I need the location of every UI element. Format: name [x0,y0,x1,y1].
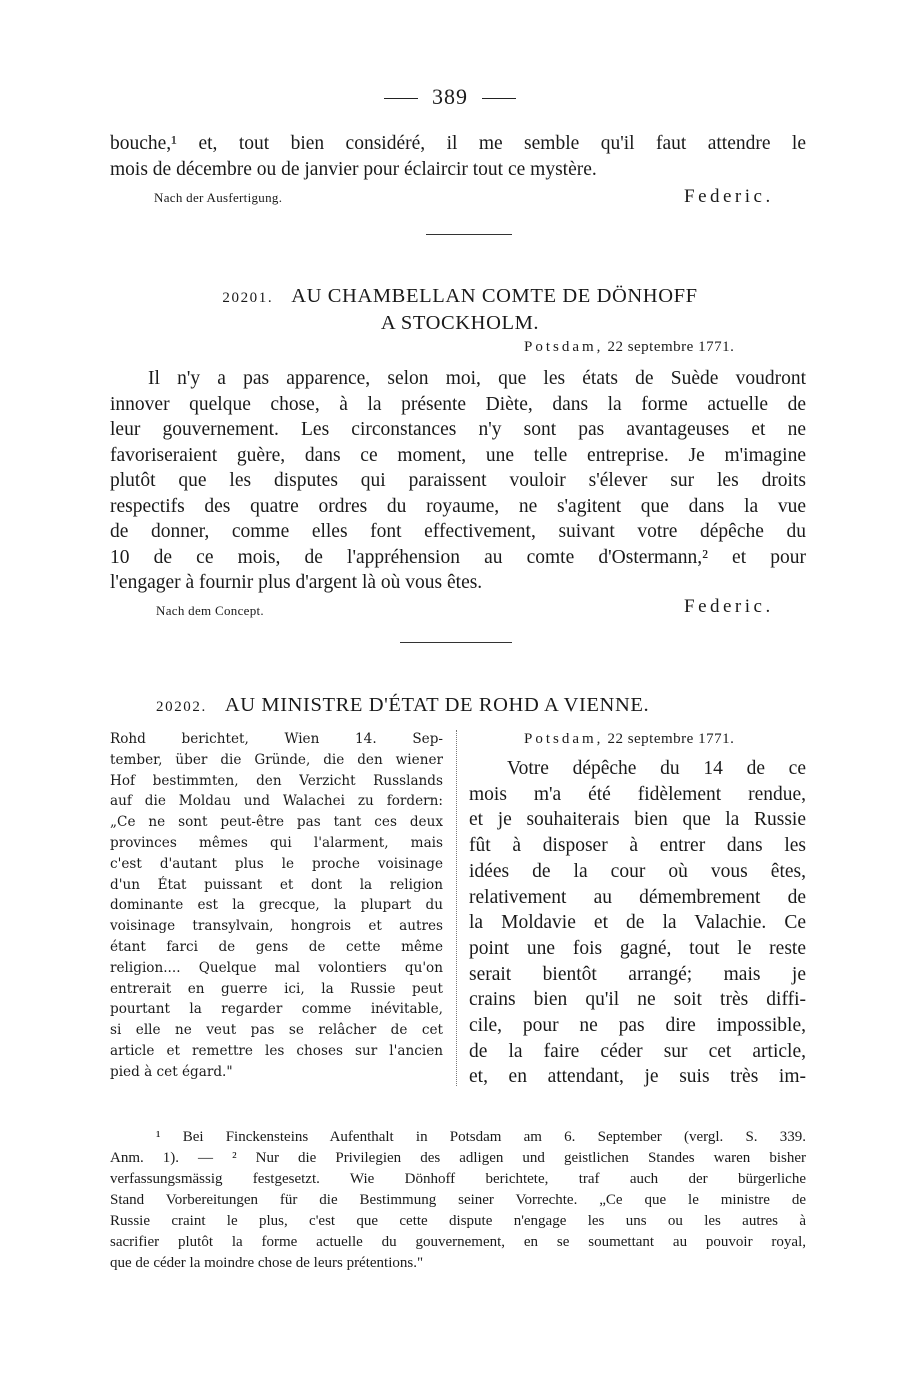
text-line: l'engager à fournir plus d'argent là où vous êtes. [110,572,483,593]
text-line: entrerait en guerre ici, la Russie peut [110,980,443,997]
letter-heading [110,284,810,336]
text-line: c'est d'autant plus le proche voisinage [110,855,443,872]
source-note: Nach dem Concept. [156,603,264,618]
page-number: 389 [432,84,468,109]
text-line: Hof bestimmten, den Verzicht Russlands [110,772,443,789]
text-line: serait bientôt arrangé; mais je [469,963,806,985]
text-line: cile, pour ne pas dire impossible, [469,1015,806,1037]
text-line: Votre dépêche du 14 de ce [507,758,806,779]
text-line: plutôt que les disputes qui paraissent vouloir s'élever sur les droits [110,470,806,491]
text-line: 10 de ce mois, de l'appréhension au comte d'Ostermann,² et pour [110,546,806,568]
letter-number: 20201. [222,290,274,306]
footnote-line: ¹ Bei Finckensteins Aufenthalt in Potsdam am 6. September (vergl. S. 339. [156,1129,806,1145]
text-line: favoriseraient guère, dans ce moment, une telle entreprise. Je m'imagine [110,444,806,466]
section-rule [400,642,512,643]
text-line: idées de la cour où vous êtes, [469,860,806,882]
text-line: d'un État puissant et dont la religion [110,876,443,893]
summary-column [110,729,443,1083]
footnote-line: que de céder la moindre chose de leurs prétentions." [110,1255,424,1271]
date-place: Potsdam, [524,731,604,747]
signature: Federic. [684,186,774,207]
text-line: article et remettre les choses sur l'ancien [110,1042,443,1059]
letter-title: AU CHAMBELLAN COMTE DE DÖNHOFF [291,285,698,307]
page-header [0,84,900,110]
text-line: si elle ne veut pas se relâcher de cet [110,1022,443,1039]
text-line: auf die Moldau und Walachei zu fordern: [110,793,443,810]
text-line: de donner, comme elles font effectivement, suivant votre dépêche du [110,521,806,542]
text-line: voisinage transylvain, hongrois et autres [110,918,443,935]
section-rule [426,234,512,235]
text-line: pourtant la regarder comme inévitable, [110,1001,443,1018]
text-line: provinces mêmes qui l'alarment, mais [110,834,443,851]
text-line: point une fois gagné, tout le reste [469,937,806,959]
letter-title: AU MINISTRE D'ÉTAT DE ROHD A VIENNE. [224,694,650,716]
top-paragraph [110,131,806,182]
text-line: pied à cet égard." [110,1063,233,1080]
header-dash-right [482,98,516,99]
text-line: mois de décembre ou de janvier pour éclaircir tout ce mystère. [110,158,597,180]
footnote-line: verfassungsmässig festgesetzt. Wie Dönhoff berichtete, traf auch der bürgerliche [110,1171,806,1187]
letter-dateline [524,338,734,356]
text-line: „Ce ne sont peut-être pas tant ces deux [110,814,443,831]
header-dash-left [384,98,418,99]
text-line: la Moldavie et de la Valachie. Ce [469,912,806,934]
date-place: Potsdam, [524,339,604,355]
letter-heading [156,694,649,717]
text-line: mois m'a été fidèlement rendue, [469,783,806,805]
text-line: Rohd berichtet, Wien 14. Sep- [110,731,443,747]
text-line: crains bien qu'il ne soit très diffi- [469,989,806,1011]
column-separator [456,730,457,1086]
text-line: fût à disposer à entrer dans les [469,835,806,857]
footnote-line: Russie craint le plus, c'est que cette dispute n'engage les uns ou les autres à [110,1213,806,1229]
text-line: et je souhaiterais bien que la Russie [469,809,806,831]
text-line: et, en attendant, je suis très im- [469,1066,806,1088]
text-line: leur gouvernement. Les circonstances n'y sont pas avantageuses et ne [110,419,806,440]
footnotes [110,1127,806,1274]
date: 22 septembre 1771. [607,731,735,747]
letter-title-line2: A STOCKHOLM. [380,312,540,334]
letter-number: 20202. [156,699,207,715]
text-line: Il n'y a pas apparence, selon moi, que les états de Suède voudront [148,368,806,389]
footnote-line: Anm. 1). — ² Nur die Privilegien des adligen und geistlichen Standes waren bisher [110,1150,806,1166]
letter-body [469,756,806,1090]
text-line: tember, über die Gründe, die den wiener [110,751,443,768]
letter-body [110,366,806,596]
text-line: étant farci de gens de cette même [110,938,443,955]
signature: Federic. [684,596,774,617]
text-line: dominante est la grecque, la plupart du [110,897,443,914]
footnote-line: sacrifier plutôt la forme actuelle du gouvernement, en se soumettant au pouvoir royal, [110,1234,806,1250]
text-line: respectifs des quatre ordres du royaume, ne s'agitent que dans la vue [110,495,806,517]
text-line: bouche,¹ et, tout bien considéré, il me semble qu'il faut attendre le [110,133,806,154]
source-note: Nach der Ausfertigung. [154,190,283,205]
text-line: de la faire céder sur cet article, [469,1040,806,1062]
text-line: relativement au démembrement de [469,886,806,908]
letter-dateline [524,730,734,748]
footnote-line: Stand Vorbereitungen für die Bestimmung seiner Vorrechte. „Ce que le ministre de [110,1192,806,1208]
text-line: religion.... Quelque mal volontiers qu'on [110,959,443,976]
date: 22 septembre 1771. [607,339,735,355]
text-line: innover quelque chose, à la présente Diète, dans la forme actuelle de [110,393,806,415]
